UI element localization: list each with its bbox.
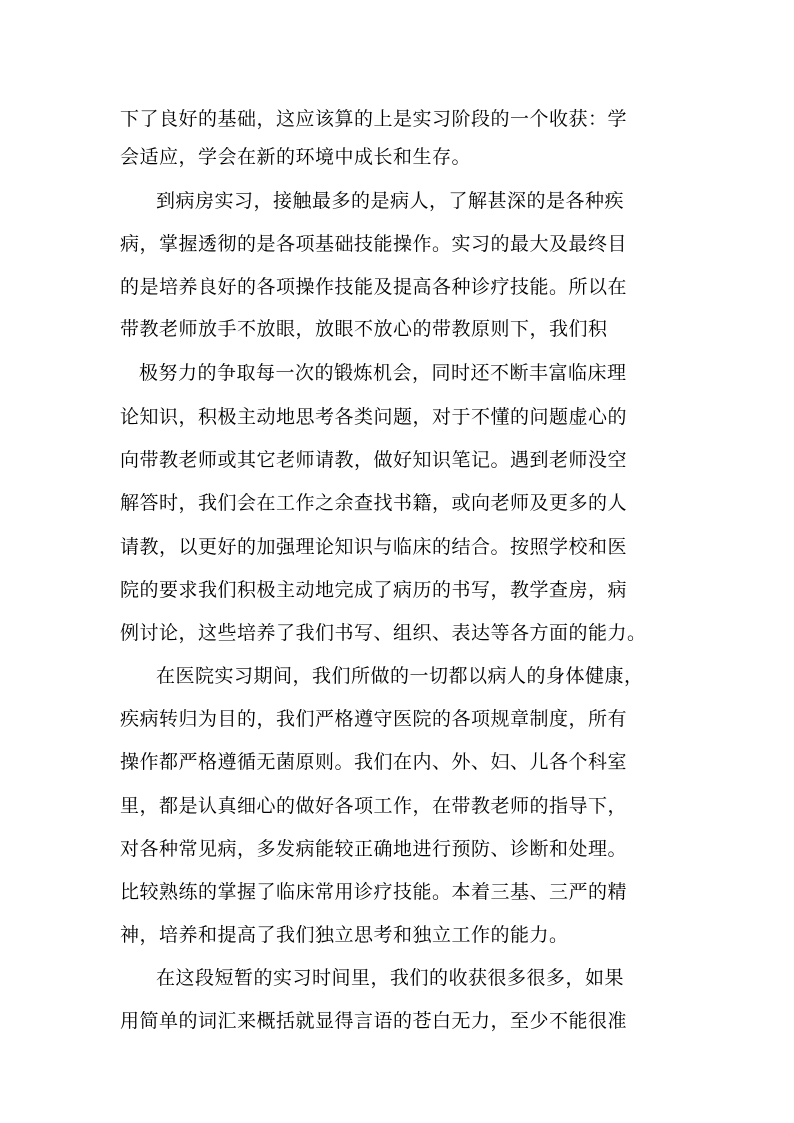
text-line: 极努力的争取每一次的锻炼机会，同时还不断丰富临床理 [139,362,627,384]
text-line: 请教，以更好的加强理论知识与临床的结合。按照学校和医 [120,536,628,558]
text-line: 对各种常见病，多发病能较正确地进行预防、诊断和处理。 [120,838,628,860]
text-line: 例讨论，这些培养了我们书写、组织、表达等各方面的能力。 [120,622,647,644]
text-line: 解答时，我们会在工作之余查找书籍，或向老师及更多的人 [120,492,628,514]
text-line: 疾病转归为目的，我们严格遵守医院的各项规章制度，所有 [120,708,628,730]
text-line: 比较熟练的掌握了临床常用诊疗技能。本着三基、三严的精 [120,881,628,903]
text-line: 里，都是认真细心的做好各项工作，在带教老师的指导下， [120,795,628,817]
text-line: 向带教老师或其它老师请教，做好知识笔记。遇到老师没空 [120,449,628,471]
text-line: 病，掌握透彻的是各项基础技能操作。实习的最大及最终目 [120,233,628,255]
text-line: 院的要求我们积极主动地完成了病历的书写，教学查房，病 [120,579,628,601]
text-line: 用简单的词汇来概括就显得言语的苍白无力，至少不能很准 [120,1010,628,1032]
text-line: 的是培养良好的各项操作技能及提高各种诊疗技能。所以在 [120,276,628,298]
text-line: 在这段短暂的实习时间里，我们的收获很多很多，如果 [156,967,625,989]
text-line: 在医院实习期间，我们所做的一切都以病人的身体健康， [156,665,644,687]
text-line: 带教老师放手不放眼，放眼不放心的带教原则下，我们积 [120,318,608,340]
text-line: 会适应，学会在新的环境中成长和生存。 [120,146,472,168]
text-line: 到病房实习，接触最多的是病人，了解甚深的是各种疾 [156,190,625,212]
text-line: 神，培养和提高了我们独立思考和独立工作的能力。 [120,924,569,946]
text-line: 操作都严格遵循无菌原则。我们在内、外、妇、儿各个科室 [120,751,628,773]
text-line: 论知识，积极主动地思考各类问题，对于不懂的问题虚心的 [120,406,628,428]
text-line: 下了良好的基础，这应该算的上是实习阶段的一个收获：学 [120,108,628,130]
